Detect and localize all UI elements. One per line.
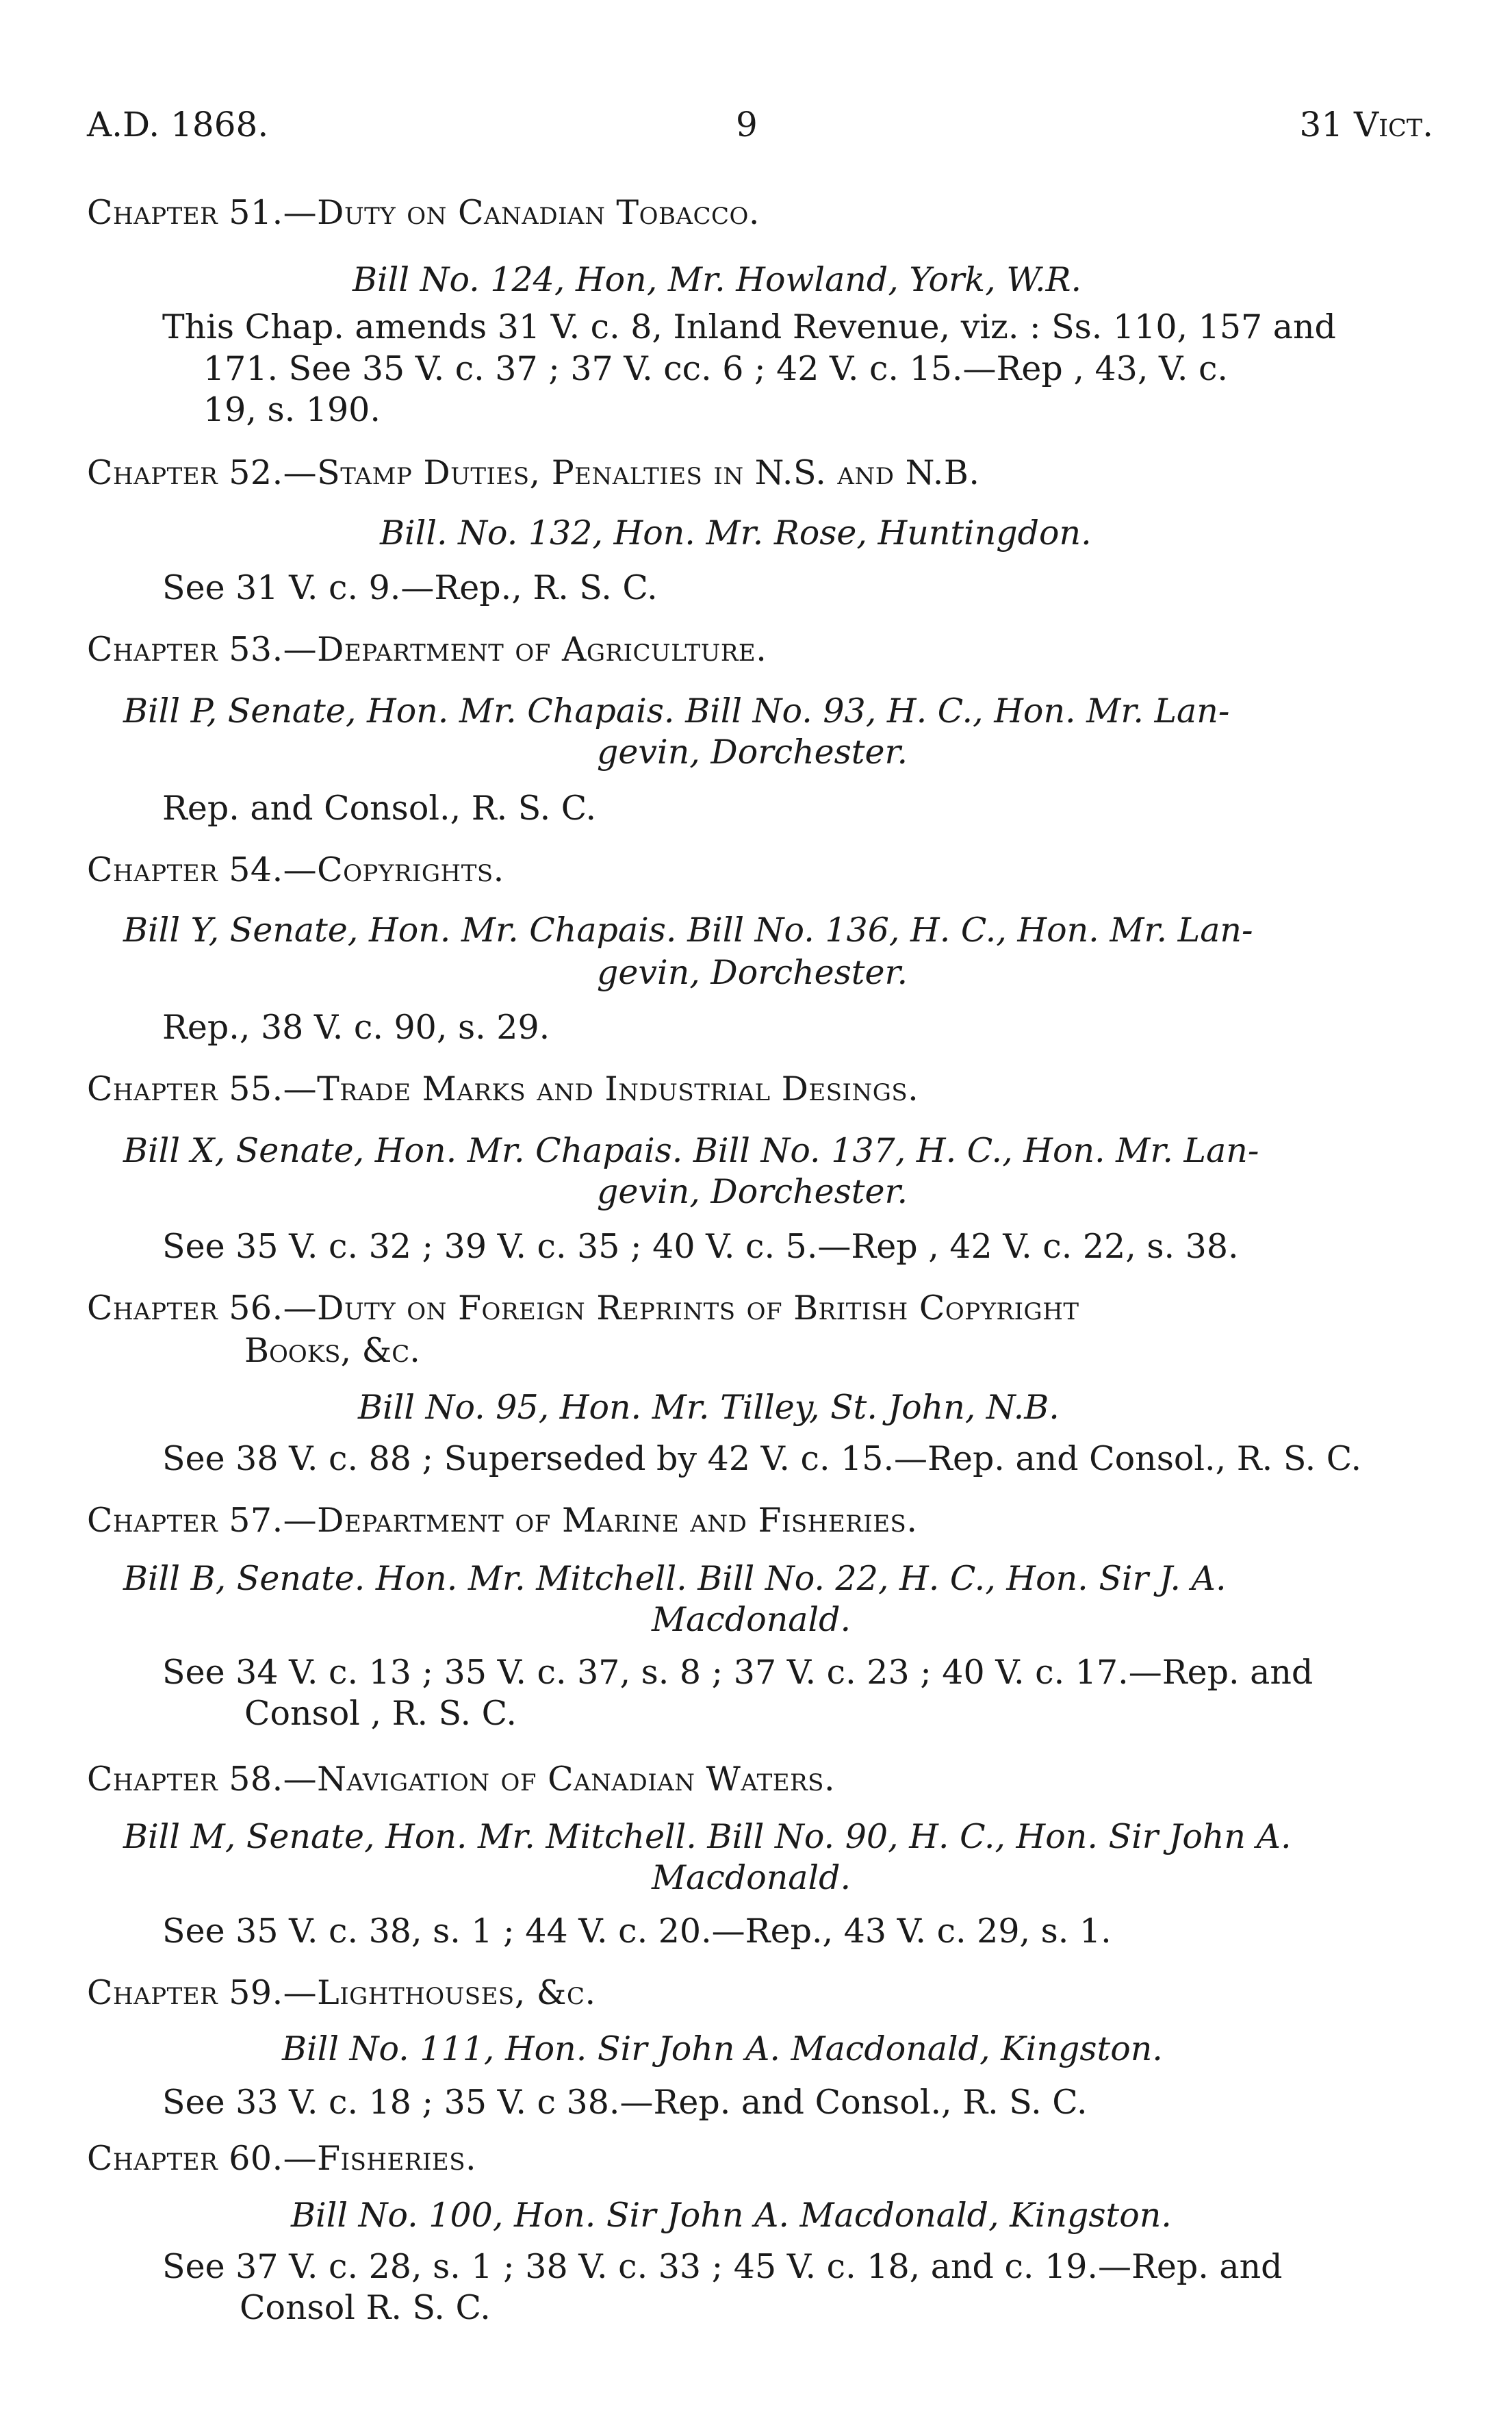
chapter-59-heading: Chapter 59.—Lighthouses, &c.	[87, 1973, 596, 2012]
chapter-60-note-1: See 37 V. c. 28, s. 1 ; 38 V. c. 33 ; 45 V. c. 18, and c. 19.—Rep. and	[162, 2247, 1283, 2286]
chapter-51-heading: Chapter 51.—Duty on Canadian Tobacco.	[87, 193, 760, 232]
chapter-56-bill: Bill No. 95, Hon. Mr. Tilley, St. John, N.B.	[358, 1388, 1060, 1427]
chapter-57-heading: Chapter 57.—Department of Marine and Fisheries.	[87, 1501, 918, 1540]
chapter-51-note-1: This Chap. amends 31 V. c. 8, Inland Revenue, viz. : Ss. 110, 157 and	[162, 307, 1336, 346]
chapter-53-heading: Chapter 53.—Department of Agriculture.	[87, 630, 767, 669]
chapter-52-bill: Bill. No. 132, Hon. Mr. Rose, Huntingdon.	[380, 514, 1092, 553]
chapter-55-heading: Chapter 55.—Trade Marks and Industrial Desings.	[87, 1069, 919, 1108]
chapter-55-bill-1: Bill X, Senate, Hon. Mr. Chapais. Bill No. 137, H. C., Hon. Mr. Lan-	[123, 1131, 1259, 1170]
chapter-56-note-1: See 38 V. c. 88 ; Superseded by 42 V. c. 15.—Rep. and Consol., R. S. C.	[162, 1439, 1362, 1478]
chapter-59-note-1: See 33 V. c. 18 ; 35 V. c 38.—Rep. and Consol., R. S. C.	[162, 2083, 1088, 2122]
chapter-54-heading: Chapter 54.—Copyrights.	[87, 850, 504, 889]
chapter-60-note-2: Consol R. S. C.	[240, 2288, 491, 2327]
chapter-54-bill-1: Bill Y, Senate, Hon. Mr. Chapais. Bill No. 136, H. C., Hon. Mr. Lan-	[123, 911, 1253, 950]
chapter-60-bill: Bill No. 100, Hon. Sir John A. Macdonald, Kingston.	[291, 2196, 1172, 2235]
chapter-57-note-2: Consol , R. S. C.	[244, 1694, 517, 1733]
chapter-59-bill: Bill No. 111, Hon. Sir John A. Macdonald, Kingston.	[282, 2029, 1163, 2068]
chapter-56-heading-cont: Books, &c.	[244, 1331, 420, 1370]
page-number: 9	[736, 105, 758, 144]
chapter-56-heading: Chapter 56.—Duty on Foreign Reprints of British Copyright	[87, 1289, 1079, 1328]
header-regnal-year: 31 Vict.	[1299, 105, 1433, 144]
chapter-58-bill-1: Bill M, Senate, Hon. Mr. Mitchell. Bill No. 90, H. C., Hon. Sir John A.	[123, 1817, 1292, 1856]
chapter-51-bill: Bill No. 124, Hon, Mr. Howland, York, W.R.	[353, 260, 1082, 299]
chapter-55-note-1: See 35 V. c. 32 ; 39 V. c. 35 ; 40 V. c. 5.—Rep , 42 V. c. 22, s. 38.	[162, 1227, 1239, 1266]
chapter-53-bill-2: gevin, Dorchester.	[597, 733, 908, 772]
chapter-53-note-1: Rep. and Consol., R. S. C.	[162, 789, 597, 828]
chapter-54-bill-2: gevin, Dorchester.	[597, 953, 908, 992]
chapter-57-note-1: See 34 V. c. 13 ; 35 V. c. 37, s. 8 ; 37 V. c. 23 ; 40 V. c. 17.—Rep. and	[162, 1653, 1314, 1692]
chapter-58-note-1: See 35 V. c. 38, s. 1 ; 44 V. c. 20.—Rep., 43 V. c. 29, s. 1.	[162, 1912, 1112, 1951]
chapter-58-bill-2: Macdonald.	[652, 1858, 851, 1897]
chapter-54-note-1: Rep., 38 V. c. 90, s. 29.	[162, 1008, 550, 1047]
chapter-52-note-1: See 31 V. c. 9.—Rep., R. S. C.	[162, 568, 658, 607]
chapter-57-bill-1: Bill B, Senate. Hon. Mr. Mitchell. Bill No. 22, H. C., Hon. Sir J. A.	[123, 1559, 1227, 1598]
chapter-53-bill-1: Bill P, Senate, Hon. Mr. Chapais. Bill No. 93, H. C., Hon. Mr. Lan-	[123, 692, 1230, 731]
chapter-57-bill-2: Macdonald.	[652, 1600, 851, 1639]
chapter-52-heading: Chapter 52.—Stamp Duties, Penalties in N.S. and N.B.	[87, 453, 980, 492]
chapter-51-note-2: 171. See 35 V. c. 37 ; 37 V. cc. 6 ; 42 V. c. 15.—Rep , 43, V. c.	[203, 349, 1228, 388]
chapter-58-heading: Chapter 58.—Navigation of Canadian Waters.	[87, 1760, 836, 1799]
chapter-51-note-3: 19, s. 190.	[203, 390, 381, 429]
chapter-55-bill-2: gevin, Dorchester.	[597, 1172, 908, 1211]
header-year: A.D. 1868.	[87, 105, 269, 144]
chapter-60-heading: Chapter 60.—Fisheries.	[87, 2139, 477, 2178]
